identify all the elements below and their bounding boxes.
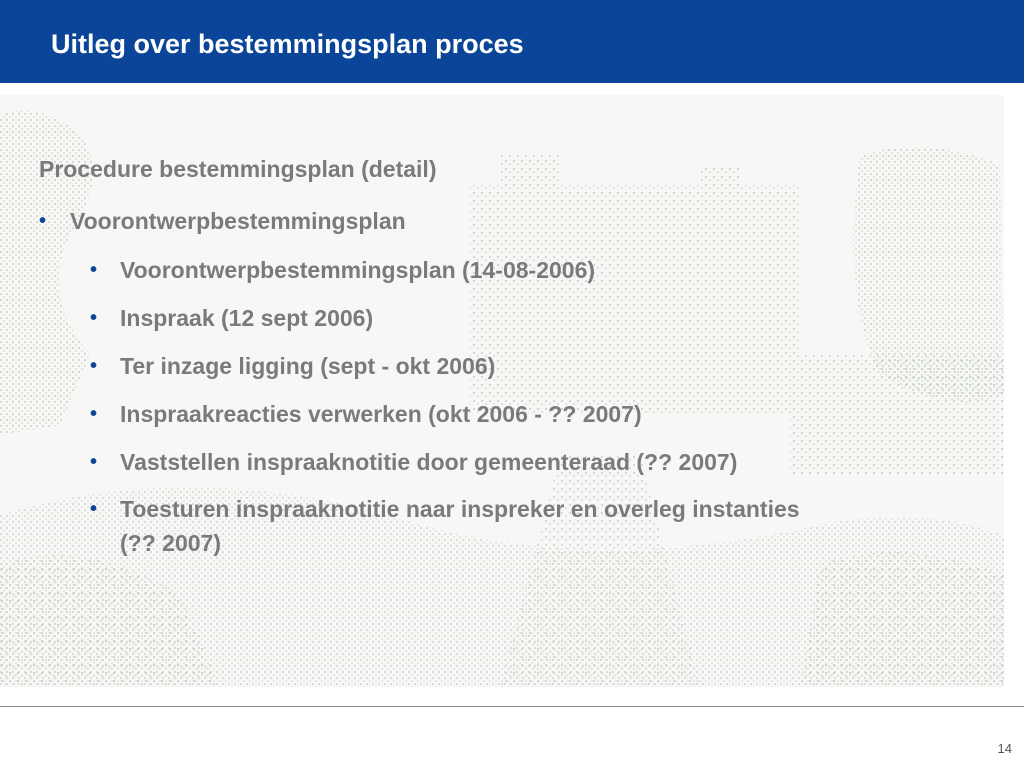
bullet-text: Ter inzage ligging (sept - okt 2006) [120, 353, 496, 379]
bullet-level2 [90, 445, 737, 479]
bullet-dot-icon: • [39, 210, 47, 232]
bullet-text: Voorontwerpbestemmingsplan [70, 208, 406, 234]
bullet-dot-icon: • [90, 403, 98, 425]
bullet-text: Inspraakreacties verwerken (okt 2006 - ?? 2007) [120, 401, 642, 427]
bullet-level2 [90, 349, 495, 383]
section-heading: Procedure bestemmingsplan (detail) [39, 156, 437, 182]
bullet-dot-icon: • [90, 259, 98, 281]
bullet-text: Inspraak (12 sept 2006) [120, 305, 374, 331]
slide-title: Uitleg over bestemmingsplan proces [51, 29, 524, 59]
bullet-text: Toesturen inspraaknotitie naar inspreker en overleg instanties (?? 2007) [120, 496, 800, 556]
background-sketch-image [0, 95, 1004, 687]
footer-divider [0, 706, 1024, 707]
bullet-dot-icon: • [90, 451, 98, 473]
bullet-dot-icon: • [90, 498, 98, 520]
bullet-level2 [90, 397, 642, 431]
bullet-level2 [90, 301, 373, 335]
page-number: 14 [997, 741, 1012, 756]
bullet-level2 [90, 492, 840, 560]
title-bar [0, 0, 1024, 83]
bullet-text: Vaststellen inspraaknotitie door gemeenteraad (?? 2007) [120, 449, 738, 475]
bullet-text: Voorontwerpbestemmingsplan (14-08-2006) [120, 257, 596, 283]
bullet-dot-icon: • [90, 307, 98, 329]
bullet-level1 [39, 204, 406, 238]
bullet-level2 [90, 253, 595, 287]
bullet-dot-icon: • [90, 355, 98, 377]
